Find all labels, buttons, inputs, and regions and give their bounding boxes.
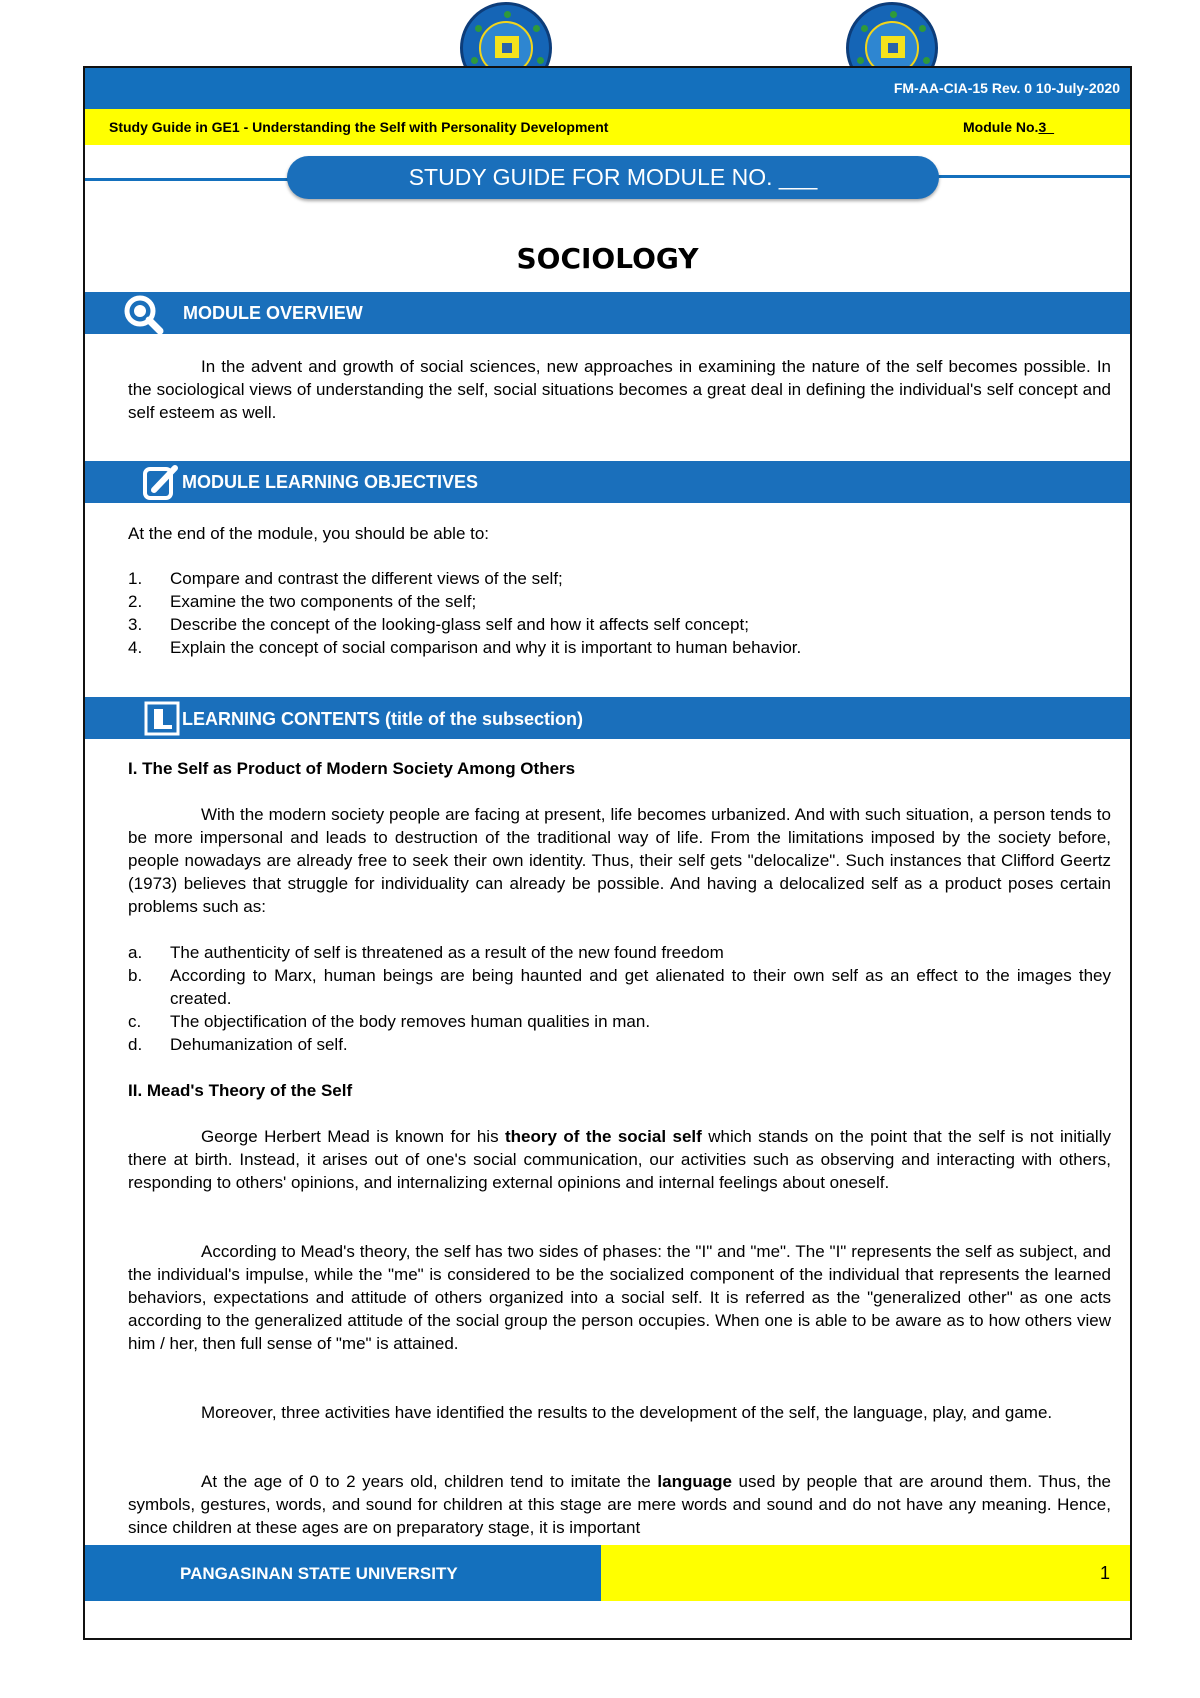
module-number: Module No.3_ [963, 119, 1055, 135]
list-item: d. Dehumanization of self. [128, 1035, 348, 1054]
banner-pill [287, 156, 939, 199]
header-yellow-bar [85, 109, 1130, 145]
banner-line-left [85, 178, 290, 181]
list-item: 3. Describe the concept of the looking-glass self and how it affects self concept; [128, 615, 749, 634]
page-title: SOCIOLOGY [516, 242, 699, 275]
mead-paragraph-2: According to Mead's theory, the self has two sides of phases: the "I" and "me". The "I" represents the self as subject, and the individual's impulse, while the "me" is considered to be the socialized component of the individual that represents the learned behaviors, expectations and attitude of others organized into a social self. It is referred as the "generalized other" as one acts according to the generalized attitude of the social group the person occupies. When one is able to be aware as to how others view him / her, then full sense of "me" is attained. [128, 1242, 1111, 1353]
section2-title: II. Mead's Theory of the Self [128, 1081, 353, 1100]
banner-title: STUDY GUIDE FOR MODULE NO. ___ [408, 164, 818, 190]
list-item: b. According to Marx, human beings are being haunted and get alienated to their own self as an effect to the images they created. [128, 966, 1111, 1008]
objectives-intro: At the end of the module, you should be able to: [128, 524, 490, 543]
mead-paragraph-4: At the age of 0 to 2 years old, children tend to imitate the language used by people that are around them. Thus, the symbols, gestures, words, and sound for children at this stage are mere words and sound and do not have any meaning. Hence, since children at these ages are on preparatory stage, it is important [128, 1472, 1111, 1537]
document-icon [144, 701, 180, 736]
header-blue-bar [85, 68, 1130, 109]
magnifier-icon [122, 294, 168, 334]
module-overview-bar [85, 292, 1130, 334]
list-item: 2. Examine the two components of the self; [128, 592, 477, 611]
learning-contents-bar [85, 697, 1130, 739]
study-guide-title: Study Guide in GE1 - Understanding the Self with Personality Development [109, 119, 609, 135]
list-item: a. The authenticity of self is threatened as a result of the new found freedom [128, 943, 724, 962]
list-item: c. The objectification of the body removes human qualities in man. [128, 1012, 651, 1031]
pencil-note-icon [142, 464, 182, 501]
mead-paragraph-1: George Herbert Mead is known for his theory of the social self which stands on the point that the self is not initially there at birth. Instead, it arises out of one's social communication, our activities such as observing and interacting with others, responding to others' opinions, and internalizing external opinions and internal feelings about oneself. [128, 1127, 1111, 1192]
objectives-bar [85, 461, 1130, 503]
footer-yellow-bar [601, 1545, 1130, 1601]
banner-line-right [935, 175, 1130, 178]
section1-paragraph: With the modern society people are facing at present, life becomes urbanized. And with such situation, a person tends to be more impersonal and leads to destruction of the traditional way of life. From the limitations imposed by the society before, people nowadays are already free to seek their own identity. Thus, their self gets "delocalize". Such instances that Clifford Geertz (1973) believes that struggle for individuality can already be possible. And having a delocalized self as a product poses certain problems such as: [128, 805, 1111, 916]
list-item: 4. Explain the concept of social comparison and why it is important to human behavior. [128, 638, 802, 657]
section1-title: I. The Self as Product of Modern Society Among Others [128, 759, 576, 778]
footer-blue-bar [85, 1545, 601, 1601]
learning-contents-heading: LEARNING CONTENTS (title of the subsection) [182, 709, 584, 729]
form-code: FM-AA-CIA-15 Rev. 0 10-July-2020 [893, 80, 1120, 96]
overview-text: In the advent and growth of social sciences, new approaches in examining the nature of the self becomes possible. In the sociological views of understanding the self, social situations becomes a great deal in defining the individual's self concept and self esteem as well. [128, 357, 1111, 422]
list-item: 1. Compare and contrast the different views of the self; [128, 569, 563, 588]
page-number: 1 [1099, 1563, 1110, 1583]
module-overview-heading: MODULE OVERVIEW [183, 303, 363, 323]
mead-paragraph-3: Moreover, three activities have identified the results to the development of the self, the language, play, and game. [201, 1403, 1053, 1422]
footer-university: PANGASINAN STATE UNIVERSITY [180, 1564, 458, 1583]
objectives-heading: MODULE LEARNING OBJECTIVES [182, 472, 479, 492]
